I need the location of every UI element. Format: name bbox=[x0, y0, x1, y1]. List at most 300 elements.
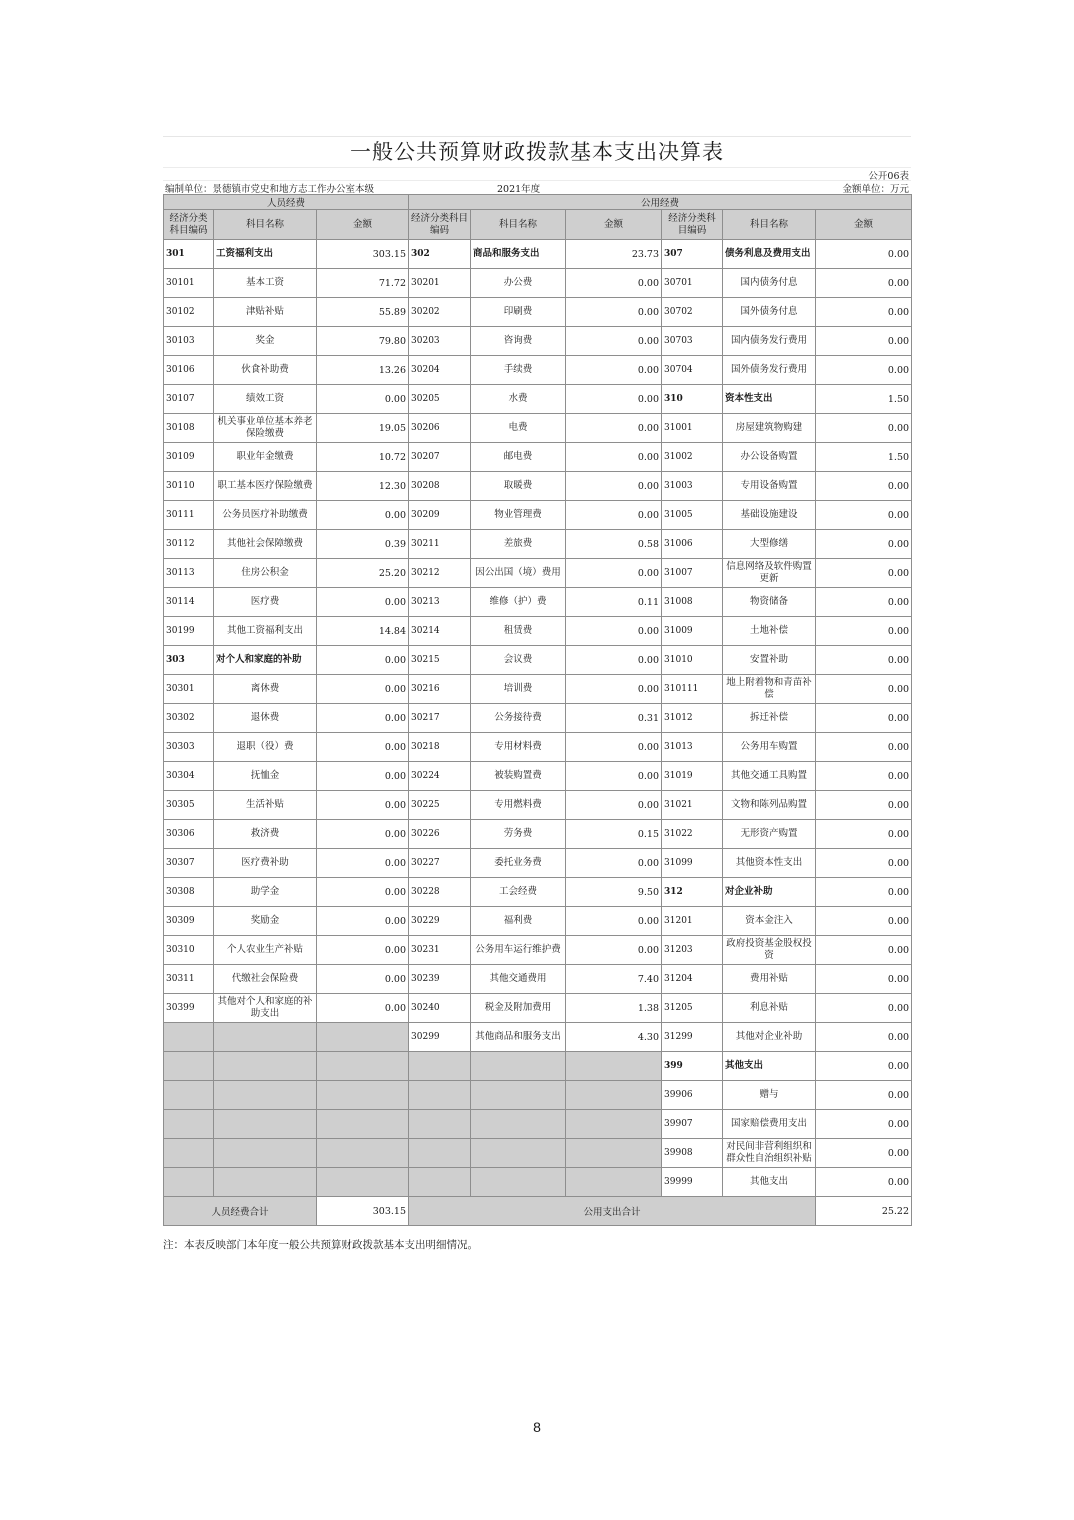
cell-amount bbox=[566, 1139, 662, 1168]
cell-amount bbox=[317, 1081, 409, 1110]
cell-amount: 0.00 bbox=[816, 820, 912, 849]
cell-amount: 0.00 bbox=[816, 878, 912, 907]
cell-code: 30704 bbox=[662, 356, 723, 385]
cell-amount: 0.00 bbox=[816, 298, 912, 327]
cell-name: 其他支出 bbox=[723, 1052, 816, 1081]
cell-amount: 0.15 bbox=[566, 820, 662, 849]
cell-name bbox=[214, 1168, 317, 1197]
cell-name bbox=[214, 1052, 317, 1081]
cell-code: 30305 bbox=[164, 791, 214, 820]
cell-name: 因公出国（境）费用 bbox=[471, 559, 566, 588]
cell-code: 301 bbox=[164, 240, 214, 269]
header-name: 科目名称 bbox=[214, 210, 317, 240]
cell-amount bbox=[317, 1168, 409, 1197]
cell-name: 医疗费补助 bbox=[214, 849, 317, 878]
cell-amount bbox=[566, 1110, 662, 1139]
cell-code: 30111 bbox=[164, 501, 214, 530]
cell-name: 其他工资福利支出 bbox=[214, 617, 317, 646]
cell-name: 信息网络及软件购置更新 bbox=[723, 559, 816, 588]
cell-code: 31003 bbox=[662, 472, 723, 501]
cell-code: 30308 bbox=[164, 878, 214, 907]
table-row bbox=[164, 820, 912, 849]
table-row bbox=[164, 1023, 912, 1052]
table-row bbox=[164, 1081, 912, 1110]
cell-code: 30101 bbox=[164, 269, 214, 298]
cell-amount: 0.00 bbox=[816, 704, 912, 733]
report-title: 一般公共预算财政拨款基本支出决算表 bbox=[163, 136, 911, 167]
table-row bbox=[164, 356, 912, 385]
cell-name: 抚恤金 bbox=[214, 762, 317, 791]
cell-amount: 0.00 bbox=[816, 936, 912, 965]
table-row bbox=[164, 849, 912, 878]
cell-name bbox=[214, 1110, 317, 1139]
cell-code: 39908 bbox=[662, 1139, 723, 1168]
cell-name: 代缴社会保险费 bbox=[214, 965, 317, 994]
cell-name: 房屋建筑物购建 bbox=[723, 414, 816, 443]
cell-amount: 71.72 bbox=[317, 269, 409, 298]
cell-amount: 0.00 bbox=[566, 443, 662, 472]
cell-amount: 1.50 bbox=[816, 385, 912, 414]
personnel-total-value: 303.15 bbox=[317, 1197, 409, 1226]
cell-name: 其他对企业补助 bbox=[723, 1023, 816, 1052]
cell-code: 30224 bbox=[409, 762, 471, 791]
cell-code: 30214 bbox=[409, 617, 471, 646]
cell-amount: 0.00 bbox=[566, 501, 662, 530]
cell-amount bbox=[317, 1110, 409, 1139]
cell-name: 水费 bbox=[471, 385, 566, 414]
cell-amount: 0.00 bbox=[816, 1081, 912, 1110]
cell-name: 国家赔偿费用支出 bbox=[723, 1110, 816, 1139]
cell-name: 咨询费 bbox=[471, 327, 566, 356]
cell-name: 其他商品和服务支出 bbox=[471, 1023, 566, 1052]
cell-code: 30213 bbox=[409, 588, 471, 617]
cell-code: 39906 bbox=[662, 1081, 723, 1110]
cell-name: 生活补贴 bbox=[214, 791, 317, 820]
cell-name: 医疗费 bbox=[214, 588, 317, 617]
column-header-row bbox=[164, 210, 912, 240]
cell-name: 职业年金缴费 bbox=[214, 443, 317, 472]
cell-amount: 0.00 bbox=[816, 269, 912, 298]
cell-amount: 0.00 bbox=[816, 356, 912, 385]
cell-code: 30299 bbox=[409, 1023, 471, 1052]
totals-row bbox=[164, 1197, 912, 1226]
cell-code: 30225 bbox=[409, 791, 471, 820]
cell-code: 30199 bbox=[164, 617, 214, 646]
cell-code: 31001 bbox=[662, 414, 723, 443]
cell-name: 工会经费 bbox=[471, 878, 566, 907]
cell-code: 31201 bbox=[662, 907, 723, 936]
cell-code: 30310 bbox=[164, 936, 214, 965]
cell-code: 31007 bbox=[662, 559, 723, 588]
table-row bbox=[164, 559, 912, 588]
cell-name: 专用设备购置 bbox=[723, 472, 816, 501]
cell-name: 委托业务费 bbox=[471, 849, 566, 878]
cell-amount: 0.00 bbox=[816, 646, 912, 675]
cell-name: 退职（役）费 bbox=[214, 733, 317, 762]
cell-amount bbox=[566, 1168, 662, 1197]
cell-amount: 0.00 bbox=[816, 907, 912, 936]
cell-name: 物资储备 bbox=[723, 588, 816, 617]
cell-amount: 0.00 bbox=[566, 472, 662, 501]
cell-amount: 0.00 bbox=[566, 617, 662, 646]
report-frame bbox=[163, 136, 911, 1226]
cell-amount: 0.00 bbox=[816, 675, 912, 704]
page-number: 8 bbox=[533, 1419, 541, 1435]
cell-name: 邮电费 bbox=[471, 443, 566, 472]
table-row bbox=[164, 1052, 912, 1081]
group-personnel: 人员经费 bbox=[164, 195, 409, 210]
cell-name: 公务用车购置 bbox=[723, 733, 816, 762]
table-row bbox=[164, 733, 912, 762]
cell-amount: 0.00 bbox=[317, 501, 409, 530]
cell-amount: 0.00 bbox=[566, 385, 662, 414]
cell-name: 无形资产购置 bbox=[723, 820, 816, 849]
table-row bbox=[164, 588, 912, 617]
cell-amount: 0.00 bbox=[566, 559, 662, 588]
table-row bbox=[164, 936, 912, 965]
cell-code bbox=[409, 1081, 471, 1110]
cell-code: 30113 bbox=[164, 559, 214, 588]
cell-code: 30204 bbox=[409, 356, 471, 385]
header-amount: 金额 bbox=[317, 210, 409, 240]
cell-code bbox=[409, 1139, 471, 1168]
cell-amount: 1.50 bbox=[816, 443, 912, 472]
cell-code: 31099 bbox=[662, 849, 723, 878]
cell-name bbox=[471, 1110, 566, 1139]
cell-name: 被装购置费 bbox=[471, 762, 566, 791]
cell-amount: 0.00 bbox=[566, 327, 662, 356]
table-row bbox=[164, 472, 912, 501]
cell-name: 其他资本性支出 bbox=[723, 849, 816, 878]
cell-code: 30112 bbox=[164, 530, 214, 559]
cell-amount: 0.00 bbox=[816, 559, 912, 588]
cell-amount: 0.00 bbox=[317, 965, 409, 994]
cell-name: 救济费 bbox=[214, 820, 317, 849]
cell-name: 税金及附加费用 bbox=[471, 994, 566, 1023]
cell-name: 文物和陈列品购置 bbox=[723, 791, 816, 820]
cell-name: 印刷费 bbox=[471, 298, 566, 327]
cell-name: 办公设备购置 bbox=[723, 443, 816, 472]
cell-name: 电费 bbox=[471, 414, 566, 443]
cell-name: 奖励金 bbox=[214, 907, 317, 936]
cell-code: 307 bbox=[662, 240, 723, 269]
cell-amount: 0.00 bbox=[317, 646, 409, 675]
cell-amount: 79.80 bbox=[317, 327, 409, 356]
cell-name: 基础设施建设 bbox=[723, 501, 816, 530]
cell-code: 30227 bbox=[409, 849, 471, 878]
cell-code: 30399 bbox=[164, 994, 214, 1023]
cell-code: 30102 bbox=[164, 298, 214, 327]
footnote: 注：本表反映部门本年度一般公共预算财政拨款基本支出明细情况。 bbox=[163, 1239, 478, 1251]
cell-name: 土地补偿 bbox=[723, 617, 816, 646]
cell-amount: 7.40 bbox=[566, 965, 662, 994]
cell-name: 其他支出 bbox=[723, 1168, 816, 1197]
cell-code: 30217 bbox=[409, 704, 471, 733]
cell-amount: 0.00 bbox=[816, 327, 912, 356]
cell-amount: 0.00 bbox=[317, 878, 409, 907]
cell-code: 30201 bbox=[409, 269, 471, 298]
cell-amount bbox=[566, 1052, 662, 1081]
cell-code: 303 bbox=[164, 646, 214, 675]
cell-code bbox=[409, 1168, 471, 1197]
cell-code: 30106 bbox=[164, 356, 214, 385]
cell-amount: 0.00 bbox=[566, 849, 662, 878]
cell-code: 31002 bbox=[662, 443, 723, 472]
table-row bbox=[164, 878, 912, 907]
cell-code: 30212 bbox=[409, 559, 471, 588]
public-total-label: 公用支出合计 bbox=[409, 1197, 816, 1226]
cell-amount: 0.00 bbox=[816, 501, 912, 530]
cell-code: 30701 bbox=[662, 269, 723, 298]
header-name: 科目名称 bbox=[471, 210, 566, 240]
cell-amount: 0.00 bbox=[317, 791, 409, 820]
cell-code bbox=[164, 1052, 214, 1081]
cell-amount: 0.00 bbox=[317, 936, 409, 965]
cell-name: 赠与 bbox=[723, 1081, 816, 1110]
cell-name: 费用补贴 bbox=[723, 965, 816, 994]
cell-amount: 14.84 bbox=[317, 617, 409, 646]
cell-amount: 0.00 bbox=[816, 1023, 912, 1052]
cell-code: 31204 bbox=[662, 965, 723, 994]
group-header-row bbox=[164, 195, 912, 210]
cell-amount: 0.00 bbox=[816, 762, 912, 791]
cell-amount: 0.00 bbox=[317, 385, 409, 414]
cell-name: 租赁费 bbox=[471, 617, 566, 646]
cell-code bbox=[164, 1023, 214, 1052]
cell-code: 30202 bbox=[409, 298, 471, 327]
group-public: 公用经费 bbox=[409, 195, 912, 210]
cell-amount: 0.00 bbox=[816, 1139, 912, 1168]
cell-code: 30231 bbox=[409, 936, 471, 965]
cell-code: 31010 bbox=[662, 646, 723, 675]
cell-amount: 0.00 bbox=[317, 588, 409, 617]
cell-name: 住房公积金 bbox=[214, 559, 317, 588]
cell-code: 30207 bbox=[409, 443, 471, 472]
cell-amount: 0.00 bbox=[816, 472, 912, 501]
cell-amount: 0.00 bbox=[317, 849, 409, 878]
cell-code: 31013 bbox=[662, 733, 723, 762]
cell-amount: 0.00 bbox=[816, 965, 912, 994]
cell-code: 31203 bbox=[662, 936, 723, 965]
cell-amount: 19.05 bbox=[317, 414, 409, 443]
cell-name: 培训费 bbox=[471, 675, 566, 704]
cell-code: 310 bbox=[662, 385, 723, 414]
cell-code: 30215 bbox=[409, 646, 471, 675]
cell-code bbox=[164, 1110, 214, 1139]
cell-code: 31012 bbox=[662, 704, 723, 733]
cell-name: 物业管理费 bbox=[471, 501, 566, 530]
cell-name: 其他交通费用 bbox=[471, 965, 566, 994]
header-code: 经济分类科目编码 bbox=[409, 210, 471, 240]
cell-name: 绩效工资 bbox=[214, 385, 317, 414]
report-info-bar bbox=[163, 167, 911, 194]
cell-code: 30205 bbox=[409, 385, 471, 414]
cell-code: 30301 bbox=[164, 675, 214, 704]
cell-code: 30311 bbox=[164, 965, 214, 994]
cell-amount: 0.00 bbox=[566, 675, 662, 704]
cell-amount: 9.50 bbox=[566, 878, 662, 907]
cell-code: 30206 bbox=[409, 414, 471, 443]
cell-name: 政府投资基金股权投资 bbox=[723, 936, 816, 965]
cell-code: 31019 bbox=[662, 762, 723, 791]
cell-name: 奖金 bbox=[214, 327, 317, 356]
cell-amount: 25.20 bbox=[317, 559, 409, 588]
table-row bbox=[164, 1110, 912, 1139]
cell-name bbox=[214, 1081, 317, 1110]
cell-name: 取暖费 bbox=[471, 472, 566, 501]
cell-amount: 0.00 bbox=[566, 733, 662, 762]
cell-amount: 0.00 bbox=[566, 907, 662, 936]
currency-unit: 金额单位：万元 bbox=[842, 184, 909, 195]
table-row bbox=[164, 791, 912, 820]
cell-amount: 0.00 bbox=[816, 1168, 912, 1197]
cell-code: 30218 bbox=[409, 733, 471, 762]
cell-amount: 0.31 bbox=[566, 704, 662, 733]
header-code: 经济分类科目编码 bbox=[662, 210, 723, 240]
cell-code: 399 bbox=[662, 1052, 723, 1081]
cell-name: 劳务费 bbox=[471, 820, 566, 849]
cell-code: 30226 bbox=[409, 820, 471, 849]
table-row bbox=[164, 965, 912, 994]
table-row bbox=[164, 443, 912, 472]
cell-amount: 23.73 bbox=[566, 240, 662, 269]
cell-code: 39907 bbox=[662, 1110, 723, 1139]
expenditure-table bbox=[163, 194, 912, 1226]
cell-amount bbox=[317, 1052, 409, 1081]
cell-code: 30108 bbox=[164, 414, 214, 443]
cell-code bbox=[409, 1052, 471, 1081]
cell-amount: 0.00 bbox=[317, 675, 409, 704]
public-total-value: 25.22 bbox=[816, 1197, 912, 1226]
cell-name: 公务员医疗补助缴费 bbox=[214, 501, 317, 530]
cell-amount: 0.58 bbox=[566, 530, 662, 559]
cell-name bbox=[214, 1023, 317, 1052]
cell-name: 伙食补助费 bbox=[214, 356, 317, 385]
cell-amount: 1.38 bbox=[566, 994, 662, 1023]
table-row bbox=[164, 530, 912, 559]
cell-code: 30309 bbox=[164, 907, 214, 936]
cell-code: 30216 bbox=[409, 675, 471, 704]
cell-code: 31009 bbox=[662, 617, 723, 646]
personnel-total-label: 人员经费合计 bbox=[164, 1197, 317, 1226]
cell-name: 助学金 bbox=[214, 878, 317, 907]
cell-code: 30203 bbox=[409, 327, 471, 356]
cell-amount: 0.00 bbox=[317, 994, 409, 1023]
cell-amount: 10.72 bbox=[317, 443, 409, 472]
cell-code bbox=[409, 1110, 471, 1139]
table-row bbox=[164, 646, 912, 675]
cell-code: 31022 bbox=[662, 820, 723, 849]
cell-name: 离休费 bbox=[214, 675, 317, 704]
cell-amount: 0.00 bbox=[317, 820, 409, 849]
cell-code: 30103 bbox=[164, 327, 214, 356]
cell-name: 机关事业单位基本养老保险缴费 bbox=[214, 414, 317, 443]
cell-name bbox=[471, 1052, 566, 1081]
header-amount: 金额 bbox=[816, 210, 912, 240]
cell-code: 30239 bbox=[409, 965, 471, 994]
cell-amount: 0.00 bbox=[816, 994, 912, 1023]
table-row bbox=[164, 704, 912, 733]
cell-amount: 0.00 bbox=[816, 1052, 912, 1081]
table-row bbox=[164, 414, 912, 443]
cell-amount: 55.89 bbox=[317, 298, 409, 327]
cell-code: 31008 bbox=[662, 588, 723, 617]
table-row bbox=[164, 994, 912, 1023]
cell-name: 退休费 bbox=[214, 704, 317, 733]
cell-amount: 0.00 bbox=[816, 791, 912, 820]
cell-code: 30229 bbox=[409, 907, 471, 936]
table-row bbox=[164, 385, 912, 414]
cell-name: 拆迁补偿 bbox=[723, 704, 816, 733]
table-row bbox=[164, 907, 912, 936]
cell-code: 30114 bbox=[164, 588, 214, 617]
header-name: 科目名称 bbox=[723, 210, 816, 240]
cell-name: 国内债务发行费用 bbox=[723, 327, 816, 356]
cell-code: 31006 bbox=[662, 530, 723, 559]
cell-name: 专用燃料费 bbox=[471, 791, 566, 820]
cell-name: 会议费 bbox=[471, 646, 566, 675]
table-row bbox=[164, 327, 912, 356]
cell-name: 其他对个人和家庭的补助支出 bbox=[214, 994, 317, 1023]
cell-name: 职工基本医疗保险缴费 bbox=[214, 472, 317, 501]
cell-name bbox=[214, 1139, 317, 1168]
cell-amount bbox=[566, 1081, 662, 1110]
cell-name: 对企业补助 bbox=[723, 878, 816, 907]
cell-name: 大型修缮 bbox=[723, 530, 816, 559]
cell-code: 310111 bbox=[662, 675, 723, 704]
cell-code: 31205 bbox=[662, 994, 723, 1023]
cell-name: 债务利息及费用支出 bbox=[723, 240, 816, 269]
cell-code bbox=[164, 1139, 214, 1168]
cell-amount: 0.39 bbox=[317, 530, 409, 559]
cell-amount: 12.30 bbox=[317, 472, 409, 501]
table-row bbox=[164, 1168, 912, 1197]
cell-name: 其他交通工具购置 bbox=[723, 762, 816, 791]
cell-code: 31021 bbox=[662, 791, 723, 820]
cell-name: 专用材料费 bbox=[471, 733, 566, 762]
cell-code bbox=[164, 1168, 214, 1197]
table-row bbox=[164, 298, 912, 327]
table-row bbox=[164, 1139, 912, 1168]
cell-name: 地上附着物和青苗补偿 bbox=[723, 675, 816, 704]
cell-name: 津贴补贴 bbox=[214, 298, 317, 327]
cell-name bbox=[471, 1139, 566, 1168]
cell-name: 国内债务付息 bbox=[723, 269, 816, 298]
cell-code: 30228 bbox=[409, 878, 471, 907]
cell-amount: 0.00 bbox=[816, 588, 912, 617]
cell-code: 30211 bbox=[409, 530, 471, 559]
cell-code bbox=[164, 1081, 214, 1110]
cell-name: 维修（护）费 bbox=[471, 588, 566, 617]
cell-amount: 4.30 bbox=[566, 1023, 662, 1052]
cell-amount: 0.00 bbox=[566, 646, 662, 675]
cell-code: 31299 bbox=[662, 1023, 723, 1052]
cell-amount: 303.15 bbox=[317, 240, 409, 269]
cell-name: 资本金注入 bbox=[723, 907, 816, 936]
cell-amount: 0.11 bbox=[566, 588, 662, 617]
cell-amount: 0.00 bbox=[816, 530, 912, 559]
fiscal-year: 2021年度 bbox=[497, 184, 541, 195]
table-row bbox=[164, 617, 912, 646]
cell-amount: 0.00 bbox=[566, 936, 662, 965]
cell-code: 30110 bbox=[164, 472, 214, 501]
cell-name: 利息补贴 bbox=[723, 994, 816, 1023]
table-row bbox=[164, 269, 912, 298]
cell-name: 基本工资 bbox=[214, 269, 317, 298]
cell-amount: 0.00 bbox=[566, 791, 662, 820]
compiling-unit: 编制单位：景德镇市党史和地方志工作办公室本级 bbox=[165, 184, 375, 195]
cell-name: 公务接待费 bbox=[471, 704, 566, 733]
